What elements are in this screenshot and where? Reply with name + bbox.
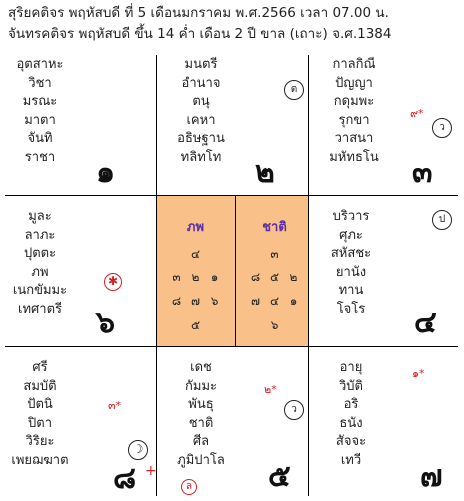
star-marker: ๙* — [410, 107, 424, 120]
center-digit: ๑ — [289, 294, 298, 308]
house-name: ปัญญา — [335, 75, 373, 91]
house-name: สหัสชะ — [330, 246, 372, 262]
house-number: ๖ — [96, 305, 116, 340]
center-digit: ๔ — [190, 247, 201, 261]
moon-icon: ☽ — [128, 440, 148, 460]
house-name: ปุตตะ — [23, 246, 57, 262]
bhava-half — [157, 196, 234, 346]
house-name: เพยฌฆาต — [11, 452, 69, 468]
center-digit: ๒ — [191, 270, 200, 284]
house-name: ราชา — [24, 149, 56, 165]
rahu-icon: ล — [181, 479, 197, 495]
house-name: ศีล — [192, 434, 210, 450]
house-name: กาลกิณี — [332, 57, 376, 72]
house-name: อำนาจ — [181, 75, 221, 91]
center-row — [157, 292, 234, 311]
house-4-names — [318, 208, 384, 320]
house-name: มูละ — [28, 209, 52, 224]
house-name: เนกขัมมะ — [12, 283, 68, 299]
center-digit: ๒ — [289, 270, 298, 284]
house-name: เทศาตรี — [18, 301, 62, 317]
center-row — [157, 268, 234, 287]
center-digit: ๗ — [190, 294, 201, 308]
house-name: อุตสาหะ — [16, 57, 64, 72]
center-digit: ๑ — [210, 270, 219, 284]
center-digit: ๕ — [190, 318, 201, 332]
house-name: กดุมพะ — [333, 94, 375, 110]
house-number: ๓ — [412, 155, 433, 190]
house-name: บริวาร — [332, 209, 370, 224]
house-name: เทวี — [340, 452, 362, 468]
planet-icon: ป — [432, 210, 452, 230]
house-6-names — [8, 208, 72, 320]
house-name: มหัทธโน — [329, 149, 379, 165]
house-name: วิริยะ — [25, 434, 55, 450]
house-name: ปิตา — [28, 415, 52, 431]
house-name: ธนัง — [339, 415, 363, 431]
house-name: ศุภะ — [339, 227, 363, 243]
asterisk-icon: ✱ — [104, 273, 122, 291]
house-name: วาสนา — [334, 131, 374, 147]
house-name: พันธุ — [188, 397, 214, 413]
plus-marker: + — [145, 463, 157, 479]
house-name: ลาภะ — [24, 227, 56, 243]
house-3-names — [318, 56, 390, 168]
center-digit: ๔ — [269, 294, 280, 308]
house-number: ๘ — [113, 461, 137, 496]
planet-icon: ว — [432, 118, 452, 138]
house-number: ๑ — [96, 155, 116, 190]
planet-icon: ว — [284, 400, 304, 420]
house-name: อธิษฐาน — [177, 131, 225, 147]
star-marker: ๒* — [264, 383, 277, 396]
center-digit: ๘ — [171, 294, 182, 308]
chati-half — [236, 196, 313, 346]
house-name: สัจจะ — [335, 434, 367, 450]
house-5-names — [166, 359, 236, 471]
center-panel — [156, 195, 309, 347]
center-digit: ๖ — [210, 294, 219, 308]
lunar-date-line: จันทรคติจร พฤหัสบดี ขึ้น 14 ค่ำ เดือน 2 ปี ขาล (เถาะ) จ.ศ.1384 — [8, 26, 392, 42]
house-2-names — [166, 56, 236, 168]
house-name: ภพ — [31, 264, 49, 280]
house-8-names — [8, 359, 72, 471]
house-name: อายุ — [339, 360, 363, 375]
solar-date-line: สุริยคติจร พฤหัสบดี ที่ 5 เดือนมกราคม พ.ศ.2566 เวลา 07.00 น. — [8, 5, 389, 21]
center-row — [236, 292, 313, 311]
house-name: ปัตนิ — [27, 397, 53, 413]
chati-title: ชาติ — [262, 220, 287, 235]
house-name: ยานัง — [335, 264, 367, 280]
house-7-names — [318, 359, 384, 471]
center-digit: ๕ — [269, 270, 280, 284]
center-digit: ๖ — [270, 318, 279, 332]
house-name: ตนุ — [192, 94, 210, 110]
center-digit: ๓ — [172, 270, 181, 284]
star-marker: ๓* — [108, 399, 122, 412]
house-number: ๔ — [414, 305, 437, 340]
header-text — [8, 3, 460, 45]
house-name: รุกขา — [338, 112, 370, 128]
house-name: ชาติ — [188, 415, 214, 431]
house-name: วิชา — [28, 75, 52, 91]
house-name: โจโร — [336, 301, 366, 317]
bhava-title: ภพ — [186, 220, 205, 235]
center-digit: ๗ — [250, 294, 261, 308]
star-marker: ๑* — [412, 367, 425, 380]
planet-icon: ต — [284, 80, 304, 100]
house-name: มาตา — [24, 112, 56, 128]
house-1-names — [8, 56, 72, 168]
house-name: สมบัติ — [23, 378, 57, 394]
house-number: ๕ — [268, 459, 291, 494]
house-name: ทลิทโท — [180, 149, 222, 165]
house-name: มรณะ — [22, 94, 58, 110]
house-name: จันทิ — [27, 131, 53, 147]
house-name: มนตรี — [184, 57, 218, 72]
house-name: ศรี — [32, 360, 48, 375]
center-row — [236, 268, 313, 287]
house-number: ๗ — [420, 459, 443, 494]
house-name: ภูมิปาโล — [177, 452, 225, 468]
house-name: วิบัติ — [339, 378, 363, 394]
house-number: ๒ — [255, 155, 275, 190]
house-name: กัมมะ — [185, 378, 217, 394]
center-digit: ๓ — [270, 247, 279, 261]
house-name: เคหา — [186, 112, 216, 128]
house-name: เดช — [190, 360, 212, 375]
house-name: ทาน — [338, 283, 364, 299]
center-digit: ๘ — [250, 270, 261, 284]
house-name: อริ — [343, 397, 359, 413]
